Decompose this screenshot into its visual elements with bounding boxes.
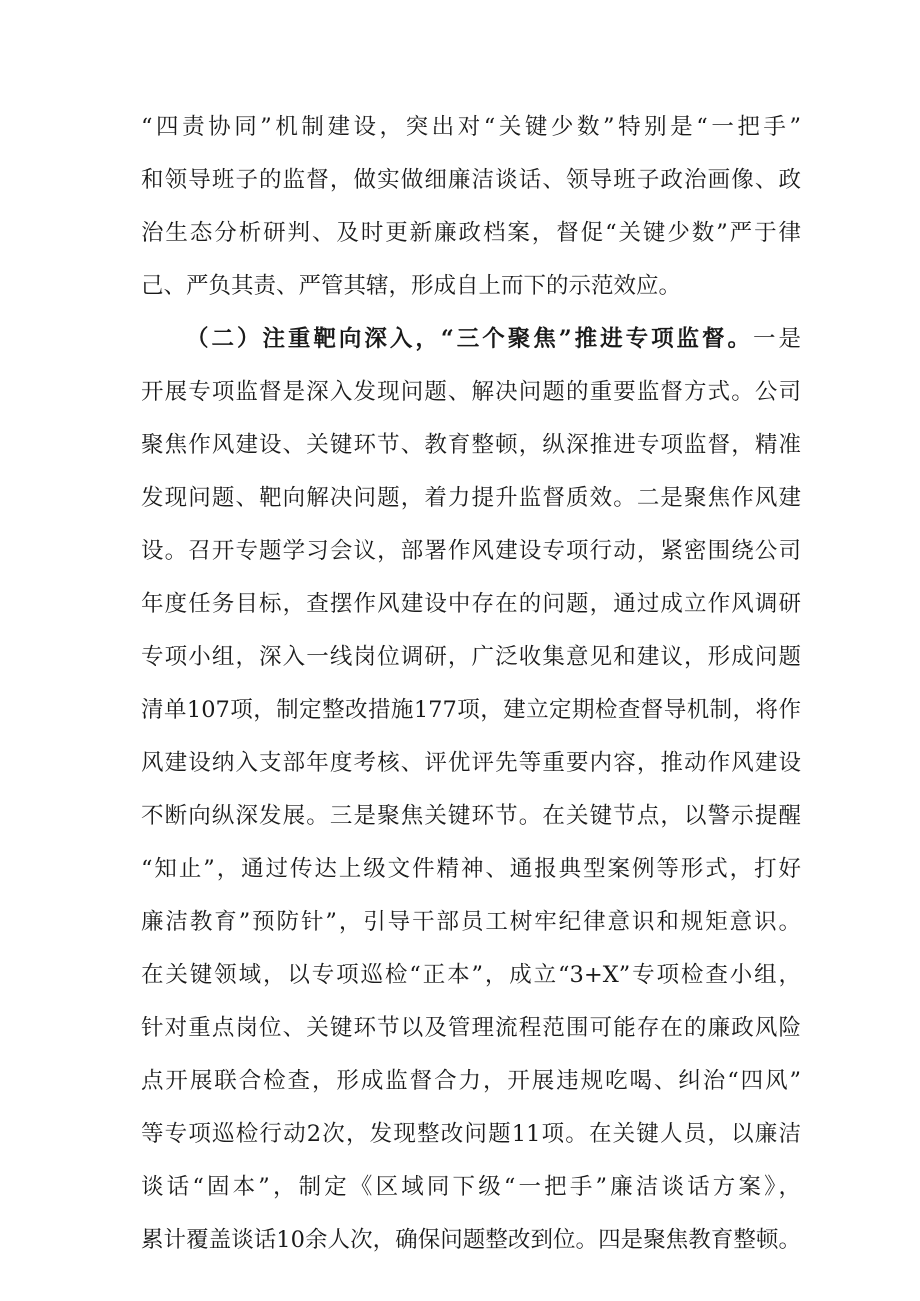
paragraph-line: 清单107项，制定整改措施177项，建立定期检查督导机制，将作 [141,697,801,723]
paragraph-line: 聚焦作风建设、关键环节、教育整顿，纵深推进专项监督，精准 [141,432,801,458]
paragraph-line: 年度任务目标，查摆作风建设中存在的问题，通过成立作风调研 [141,591,801,617]
paragraph-line: 发现问题、靶向解决问题，着力提升监督质效。二是聚焦作风建 [141,485,801,511]
section-heading-line [186,319,801,359]
paragraph-line: 点开展联合检查，形成监督合力，开展违规吃喝、纠治“四风” [141,1068,801,1094]
paragraph-line: 在关键领域，以专项巡检“正本”，成立“3+X”专项检查小组， [141,962,801,988]
section-heading: （二）注重靶向深入，“三个聚焦”推进专项监督。 [186,326,753,352]
paragraph-line: “四责协同”机制建设，突出对“关键少数”特别是“一把手” [141,114,801,140]
paragraph-line: 开展专项监督是深入发现问题、解决问题的重要监督方式。公司 [141,379,801,405]
paragraph-line: 廉洁教育”预防针”，引导干部员工树牢纪律意识和规矩意识。 [141,909,801,935]
paragraph-line: 己、严负其责、严管其辖，形成自上而下的示范效应。 [141,273,682,299]
paragraph-line: 设。召开专题学习会议，部署作风建设专项行动，紧密围绕公司 [141,538,801,564]
section-heading-tail: 一是 [753,326,801,352]
paragraph-line: 不断向纵深发展。三是聚焦关键环节。在关键节点，以警示提醒 [141,803,801,829]
paragraph-line: 累计覆盖谈话10余人次，确保问题整改到位。四是聚焦教育整顿。 [141,1227,801,1253]
paragraph-line: 治生态分析研判、及时更新廉政档案，督促“关键少数”严于律 [141,220,801,246]
paragraph-line: “知止”，通过传达上级文件精神、通报典型案例等形式，打好 [141,856,801,882]
paragraph-line: 针对重点岗位、关键环节以及管理流程范围可能存在的廉政风险 [141,1015,801,1041]
paragraph-line: 谈话“固本”，制定《区域同下级“一把手”廉洁谈话方案》， [141,1174,801,1200]
paragraph-line: 风建设纳入支部年度考核、评优评先等重要内容，推动作风建设 [141,750,801,776]
paragraph-line: 和领导班子的监督，做实做细廉洁谈话、领导班子政治画像、政 [141,167,801,193]
paragraph-line: 等专项巡检行动2次，发现整改问题11项。在关键人员，以廉洁 [141,1121,801,1147]
paragraph-line: 专项小组，深入一线岗位调研，广泛收集意见和建议，形成问题 [141,644,801,670]
